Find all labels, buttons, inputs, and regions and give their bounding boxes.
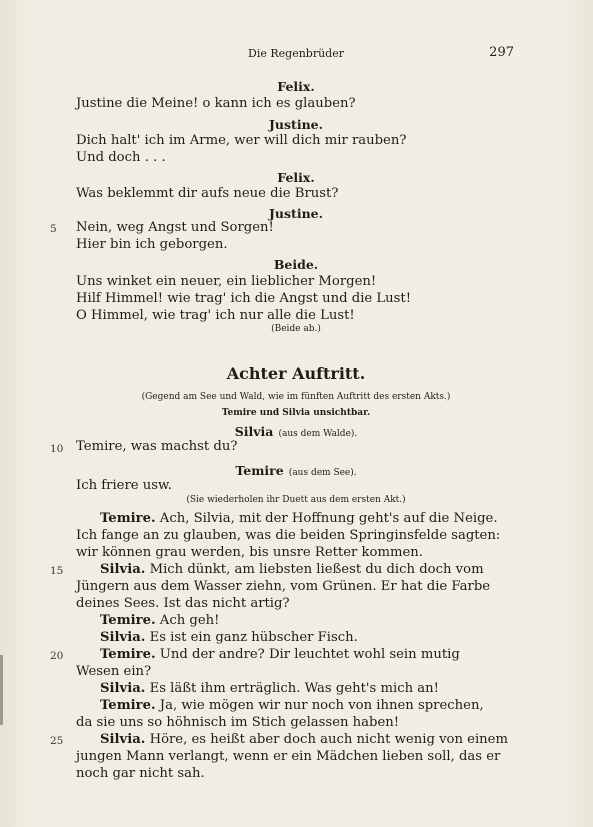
verse-line: Hilf Himmel! wie trag' ich die Angst und die Lust! (76, 291, 412, 306)
page-number: 297 (489, 45, 514, 60)
prose-line: Ich fange an zu glauben, was die beiden Springinsfelde sagten: (76, 528, 501, 543)
verse-line: Uns winket ein neuer, ein lieblicher Morgen! (76, 274, 377, 289)
line-number: 25 (50, 735, 64, 747)
verse-line: Hier bin ich geborgen. (76, 237, 228, 252)
speaker-name: Temire. (100, 511, 156, 526)
speaker-name: Justine. (269, 206, 323, 221)
speaker-name: Justine. (269, 117, 323, 132)
line-number: 20 (50, 650, 64, 662)
scene-characters: Temire und Silvia unsichtbar. (221, 408, 371, 418)
verse-line: Und doch . . . (76, 150, 166, 165)
speaker-note: (aus dem Walde). (278, 429, 358, 439)
prose-line (100, 562, 484, 577)
speaker-name: Temire. (100, 613, 156, 628)
speaker-name: Temire (235, 463, 284, 478)
speaker-name: Felix. (277, 79, 315, 94)
verse-line: Dich halt' ich im Arme, wer will dich mir rauben? (76, 133, 407, 148)
prose-text: Höre, es heißt aber doch auch nicht wenig von einem (149, 732, 508, 747)
prose-text: Es läßt ihm erträglich. Was geht's mich an! (149, 681, 439, 696)
prose-text: Es ist ein ganz hübscher Fisch. (149, 630, 358, 645)
stage-direction: (Beide ab.) (271, 324, 321, 334)
prose-line (100, 647, 460, 662)
stage-direction: (Sie wiederholen ihr Duett aus dem ersten Akt.) (186, 495, 406, 505)
speaker-name: Silvia. (100, 630, 146, 645)
speaker-name: Silvia. (100, 562, 146, 577)
speaker-name: Felix. (277, 170, 315, 185)
prose-line: Wesen ein? (76, 664, 152, 679)
prose-line: noch gar nicht sah. (76, 766, 205, 781)
verse-line: Temire, was machst du? (76, 439, 238, 454)
verse-line: Was beklemmt dir aufs neue die Brust? (76, 186, 339, 201)
page-edge-mark (0, 655, 3, 725)
speaker-name: Temire. (100, 647, 156, 662)
prose-line (100, 681, 439, 696)
running-title: Die Regenbrüder (248, 47, 344, 60)
verse-line: Justine die Meine! o kann ich es glauben? (76, 96, 356, 111)
prose-line (100, 511, 498, 526)
speaker-heading (235, 460, 356, 479)
speaker-name: Temire. (100, 698, 156, 713)
prose-line: Jüngern aus dem Wasser ziehn, vom Grünen. Er hat die Farbe (76, 579, 491, 594)
prose-line: jungen Mann verlangt, wenn er ein Mädchen lieben soll, das er (76, 749, 501, 764)
prose-text: Ach geh! (159, 613, 220, 628)
scene-title: Achter Auftritt. (226, 364, 366, 383)
prose-line (100, 732, 508, 747)
speaker-name: Beide. (273, 257, 319, 272)
prose-text: Ja, wie mögen wir nur noch von ihnen sprechen, (159, 698, 484, 713)
prose-text: Und der andre? Dir leuchtet wohl sein mutig (159, 647, 460, 662)
prose-line (100, 630, 358, 645)
verse-line: Nein, weg Angst und Sorgen! (76, 220, 274, 235)
line-number: 10 (50, 443, 64, 455)
verse-line: O Himmel, wie trag' ich nur alle die Lust! (76, 308, 355, 323)
prose-line (100, 613, 219, 628)
speaker-heading (235, 421, 358, 440)
speaker-name: Silvia. (100, 681, 146, 696)
scene-setting: (Gegend am See und Wald, wie im fünften Auftritt des ersten Akts.) (141, 392, 451, 402)
prose-text: Mich dünkt, am liebsten ließest du dich doch vom (149, 562, 484, 577)
speaker-name: Silvia. (100, 732, 146, 747)
verse-line: Ich friere usw. (76, 478, 172, 493)
prose-line: deines Sees. Ist das nicht artig? (76, 596, 290, 611)
speaker-name: Silvia (234, 424, 274, 439)
prose-line (100, 698, 484, 713)
prose-text: Ach, Silvia, mit der Hoffnung geht's auf die Neige. (159, 511, 498, 526)
prose-line: da sie uns so höhnisch im Stich gelassen haben! (76, 715, 400, 730)
speaker-note: (aus dem See). (288, 468, 357, 478)
line-number: 5 (50, 223, 57, 235)
line-number: 15 (50, 565, 64, 577)
prose-line: wir können grau werden, bis unsre Retter kommen. (76, 545, 423, 560)
